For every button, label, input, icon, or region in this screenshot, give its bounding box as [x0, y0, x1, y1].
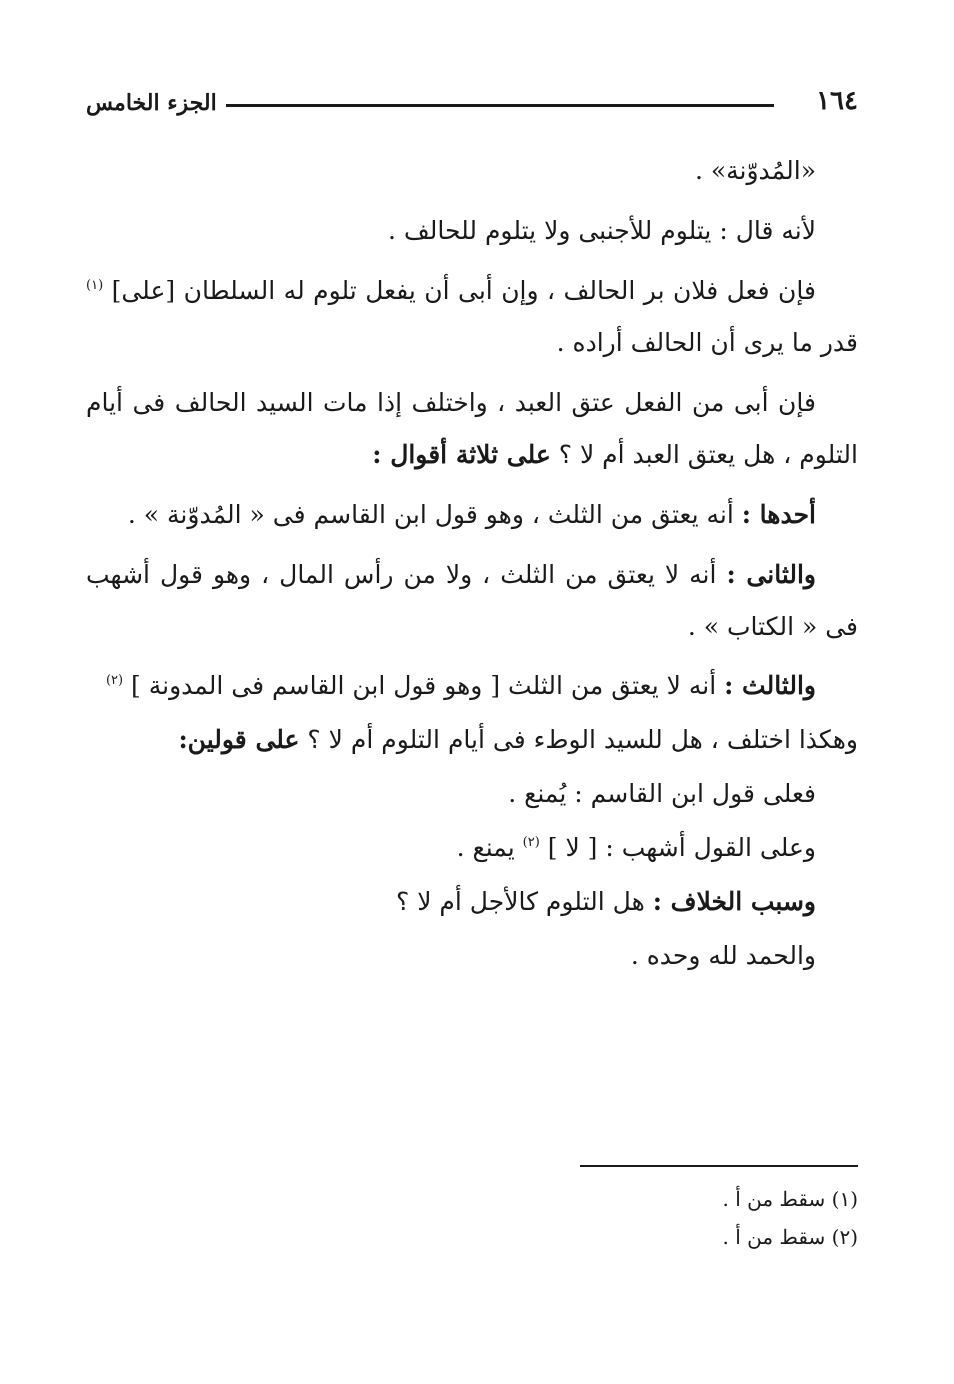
paragraph-9	[86, 823, 858, 873]
text: هل التلوم كالأجل أم لا ؟	[396, 887, 653, 916]
paragraph-0	[86, 145, 858, 197]
footnote-1: (١) سقط من أ .	[722, 1187, 858, 1211]
bracket-insertion: [على]	[111, 276, 176, 305]
bold-text: على قولين:	[178, 725, 300, 754]
text: وهكذا اختلف ، هل للسيد الوطء فى أيام التلوم أم لا ؟	[299, 725, 858, 754]
text: قدر ما يرى أن الحالف أراده .	[556, 328, 858, 357]
opinion-label: والثالث :	[724, 671, 816, 700]
main-text	[86, 145, 858, 985]
footnote-ref: (١)	[86, 278, 104, 293]
text: «المُدوّنة» .	[694, 156, 816, 185]
text: والحمد لله وحده .	[630, 941, 816, 970]
text: فإن أبى من الفعل عتق العبد ، واختلف إذا مات السيد الحالف فى أيام التلوم ، هل يعتق العبد أم لا ؟	[86, 388, 858, 469]
opinion-label: أحدها :	[741, 500, 816, 529]
paragraph-11	[86, 931, 858, 981]
running-title: الجزء الخامس	[86, 90, 217, 116]
text: أنه يعتق من الثلث ، وهو قول ابن القاسم فى « المُدوّنة » .	[127, 500, 742, 529]
bold-text: على ثلاثة أقوال :	[372, 440, 551, 469]
text: أنه لا يعتق من الثلث ، ولا من رأس المال ، وهو قول أشهب فى « الكتاب » .	[86, 560, 858, 641]
footnote-rule	[580, 1165, 858, 1167]
text: وعلى القول أشهب : [ لا ]	[547, 833, 816, 862]
paragraph-7	[86, 715, 858, 765]
bold-text: وسبب الخلاف :	[652, 887, 816, 916]
footnote-ref: (٢)	[105, 673, 124, 688]
page-header	[86, 86, 858, 126]
footnote-ref: (٢)	[522, 835, 540, 850]
paragraph-1	[86, 205, 858, 257]
paragraph-3	[86, 377, 858, 481]
paragraph-6	[86, 661, 858, 711]
header-rule	[226, 104, 774, 107]
text: أنه لا يعتق من الثلث [ وهو قول ابن القاسم فى المدونة ]	[131, 671, 725, 700]
text: لأنه قال : يتلوم للأجنبى ولا يتلوم للحالف .	[387, 216, 816, 245]
text: يمنع .	[456, 833, 523, 862]
paragraph-4	[86, 489, 858, 541]
text: فعلى قول ابن القاسم : يُمنع .	[508, 779, 816, 808]
page-number: ١٦٤	[816, 86, 858, 116]
paragraph-8	[86, 769, 858, 819]
paragraph-10	[86, 877, 858, 927]
paragraph-2	[86, 265, 858, 369]
footnote-2: (٢) سقط من أ .	[722, 1225, 858, 1249]
opinion-label: والثانى :	[726, 560, 816, 589]
footnotes	[358, 1180, 858, 1256]
paragraph-5	[86, 549, 858, 653]
text: فإن فعل فلان بر الحالف ، وإن أبى أن يفعل تلوم له السلطان	[183, 276, 816, 305]
